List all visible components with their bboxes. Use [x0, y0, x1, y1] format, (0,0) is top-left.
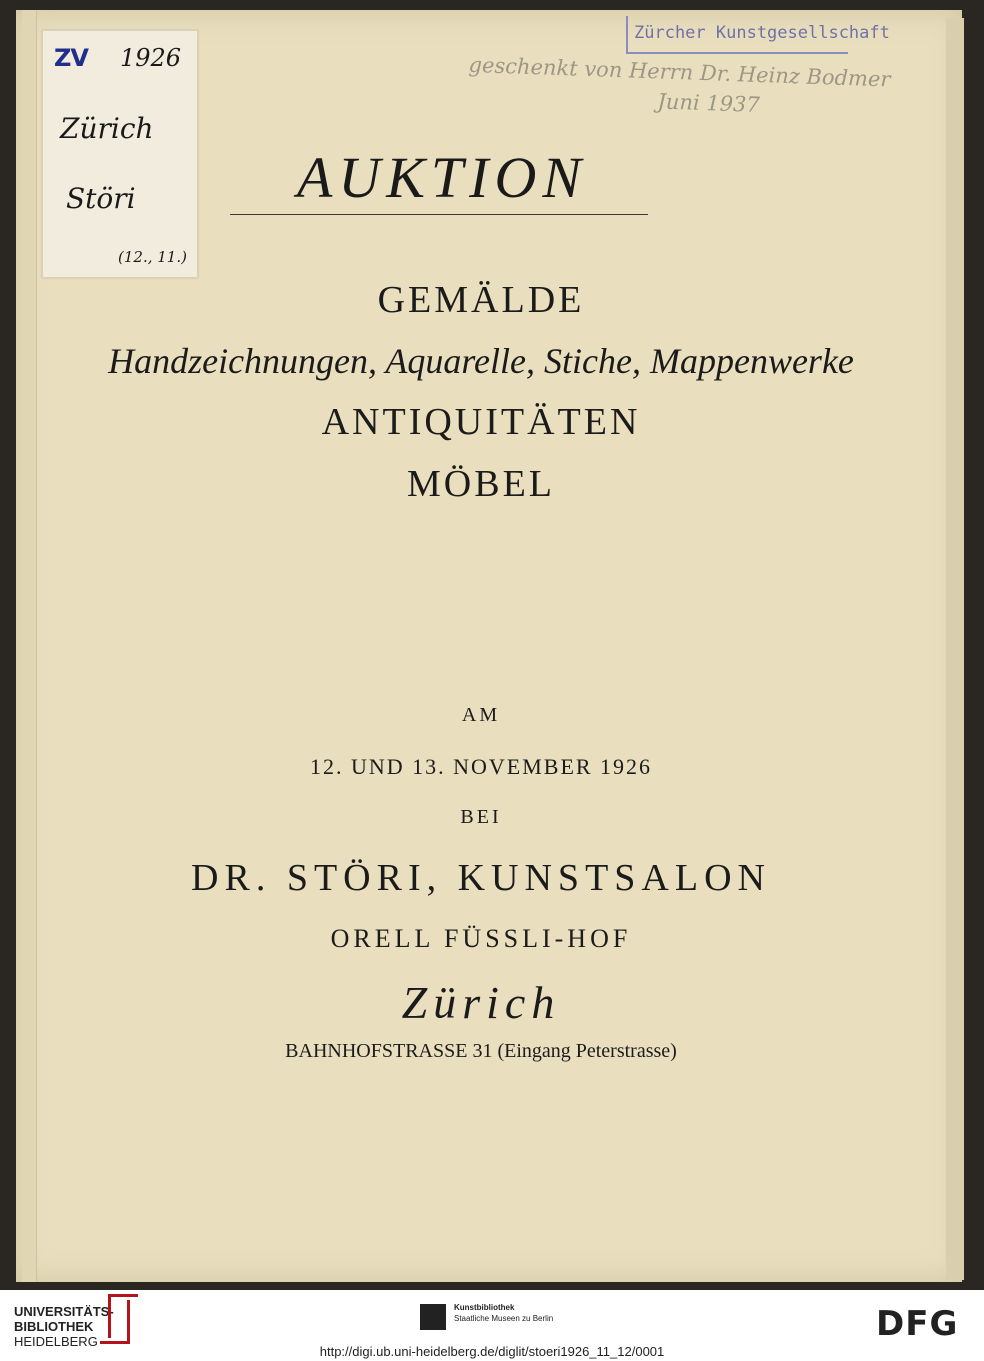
auction-house: DR. STÖRI, KUNSTSALON [191, 857, 771, 899]
label-date: (12., 11.) [118, 248, 187, 266]
label-shelfmark: ZV [54, 44, 88, 72]
bei-text: BEI [460, 806, 502, 828]
cover-title: AUKTION [296, 145, 588, 210]
am-text: AM [461, 704, 501, 726]
street-address: BAHNHOFSTRASSE 31 (Eingang Peterstrasse) [285, 1040, 677, 1062]
label-name: Störi [66, 182, 136, 215]
kunstbibliothek-logo-icon [420, 1304, 446, 1330]
pencil-note-line-2: Juni 1937 [657, 89, 761, 117]
ub-logo-line-1: UNIVERSITÄTS- [14, 1304, 114, 1319]
ub-logo-line-3: HEIDELBERG [14, 1334, 98, 1349]
kunstbibliothek-logo [454, 1302, 553, 1324]
spine-strip [22, 10, 37, 1282]
ub-logo-line-2: BIBLIOTHEK [14, 1319, 94, 1334]
pencil-note-line-1: geschenkt von Herrn Dr. Heinz Bodmer [468, 52, 891, 92]
category-drawings: Handzeichnungen, Aquarelle, Stiche, Mappenwerke [108, 341, 854, 381]
kb-line-2: Staatliche Museen zu Berlin [454, 1314, 554, 1323]
city-name: Zürich [401, 977, 561, 1028]
kb-line-1: Kunstbibliothek [454, 1303, 515, 1312]
page-edge [946, 18, 964, 1280]
library-stamp: Zürcher Kunstgesellschaft [626, 16, 848, 54]
dfg-logo: DFG [876, 1304, 959, 1344]
category-furniture: MÖBEL [407, 463, 555, 505]
title-rule [230, 214, 648, 215]
permalink-url[interactable]: http://digi.ub.uni-heidelberg.de/diglit/stoeri1926_11_12/0001 [319, 1344, 665, 1359]
label-year: 1926 [120, 44, 182, 72]
auction-dates: 12. UND 13. NOVEMBER 1926 [309, 754, 653, 779]
category-paintings: GEMÄLDE [377, 279, 585, 321]
building-name: ORELL FÜSSLI-HOF [330, 924, 632, 953]
ub-heidelberg-logo [14, 1304, 114, 1349]
category-antiques: ANTIQUITÄTEN [321, 401, 641, 443]
label-city: Zürich [60, 112, 154, 145]
ub-mark-icon-2 [108, 1294, 138, 1338]
